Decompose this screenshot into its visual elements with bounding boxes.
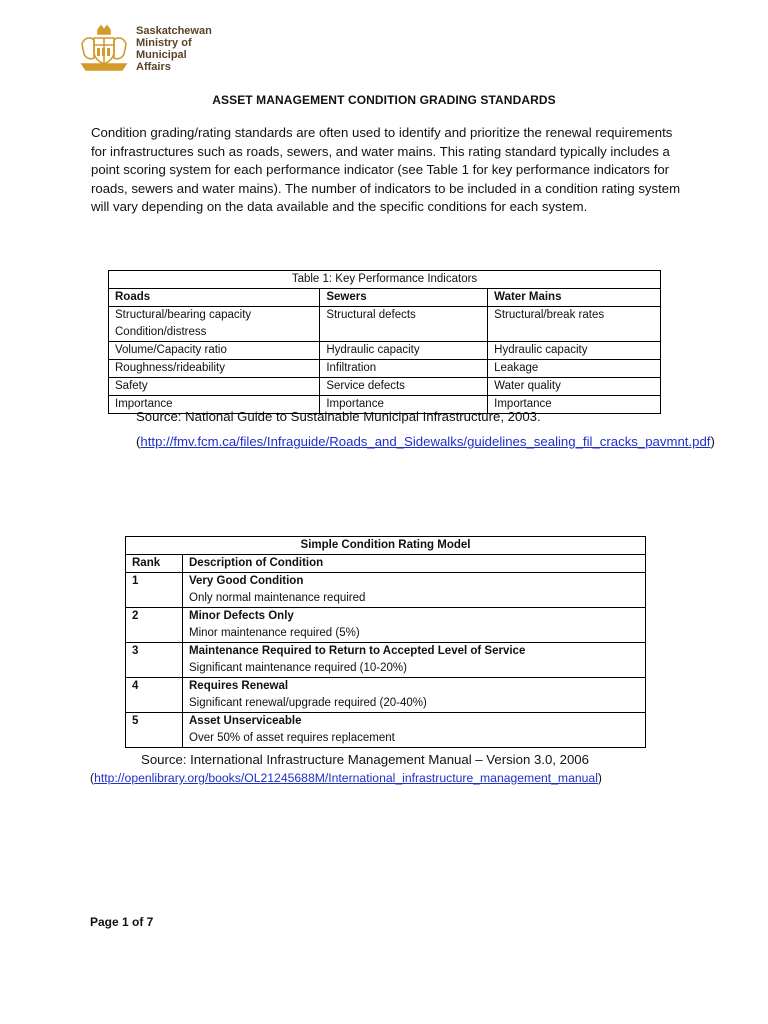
condition-title: Asset Unserviceable: [189, 715, 302, 727]
source-link-2[interactable]: http://openlibrary.org/books/OL21245688M/International_infrastructure_management_manual: [94, 771, 598, 785]
condition-title: Minor Defects Only: [189, 610, 294, 622]
cell-line: Structural/bearing capacity: [115, 309, 252, 321]
paren-close: ): [710, 434, 715, 449]
table-cell: Water quality: [488, 378, 661, 396]
table-cell: Service defects: [320, 378, 488, 396]
ministry-line: Saskatchewan: [136, 25, 212, 37]
condition-detail: Significant renewal/upgrade required (20-40%): [189, 697, 427, 709]
source-citation-2: Source: International Infrastructure Management Manual – Version 3.0, 2006: [141, 752, 589, 767]
key-performance-indicators-table: [108, 270, 661, 414]
condition-title: Requires Renewal: [189, 680, 289, 692]
condition-title: Maintenance Required to Return to Accepted Level of Service: [189, 645, 526, 657]
table-cell: Volume/Capacity ratio: [109, 342, 320, 360]
source-citation-1: Source: National Guide to Sustainable Municipal Infrastructure, 2003.: [136, 409, 541, 424]
column-header-sewers: Sewers: [320, 289, 488, 307]
table-caption-row: [109, 271, 661, 289]
table-header-row: [126, 555, 646, 573]
ministry-line: Affairs: [136, 61, 171, 73]
table-row: [126, 678, 646, 713]
paren-close: ): [597, 771, 602, 785]
description-cell: [183, 573, 646, 608]
description-cell: [183, 608, 646, 643]
table-cell: Hydraulic capacity: [488, 342, 661, 360]
rank-cell: 2: [126, 608, 183, 643]
table-row: [109, 307, 661, 342]
ministry-line: Ministry of: [136, 37, 192, 49]
table-row: [126, 573, 646, 608]
table-row: [109, 360, 661, 378]
ministry-line: Municipal: [136, 49, 187, 61]
table-caption-row: [126, 537, 646, 555]
table-cell: Importance: [488, 396, 661, 414]
table-cell: Roughness/rideability: [109, 360, 320, 378]
table-row: [126, 643, 646, 678]
table-cell: Structural/break rates: [488, 307, 661, 342]
table-cell: [109, 307, 320, 342]
column-header-roads: Roads: [109, 289, 320, 307]
ministry-name: [136, 25, 266, 73]
page-number: Page 1 of 7: [90, 915, 154, 929]
table-row: [109, 378, 661, 396]
condition-detail: Significant maintenance required (10-20%): [189, 662, 407, 674]
column-header-rank: Rank: [126, 555, 183, 573]
table-cell: Importance: [320, 396, 488, 414]
table-cell: Importance: [109, 396, 320, 414]
condition-detail: Minor maintenance required (5%): [189, 627, 360, 639]
table-cell: Structural defects: [320, 307, 488, 342]
source-link-1-wrapper: [136, 432, 715, 452]
rank-cell: 3: [126, 643, 183, 678]
column-header-water-mains: Water Mains: [488, 289, 661, 307]
table-cell: Leakage: [488, 360, 661, 378]
saskatchewan-coat-of-arms-icon: [76, 24, 132, 76]
description-cell: [183, 643, 646, 678]
table-row: [126, 608, 646, 643]
condition-title: Very Good Condition: [189, 575, 304, 587]
condition-rating-model-table: [125, 536, 646, 748]
condition-detail: Over 50% of asset requires replacement: [189, 732, 395, 744]
intro-paragraph: Condition grading/rating standards are often used to identify and prioritize the renewal requirements for infrastructures such as roads, sewers, and water mains. This rating standard typically includes a point scoring system for each performance indicator (see Table 1 for key performance indicators for roads, sewers and water mains). The number of indicators to be included in a condition rating system will vary depending on the data available and the specific conditions for each system.: [91, 125, 681, 214]
document-title: ASSET MANAGEMENT CONDITION GRADING STANDARDS: [212, 93, 556, 107]
table-cell: Safety: [109, 378, 320, 396]
cell-line: Condition/distress: [115, 326, 207, 338]
condition-detail: Only normal maintenance required: [189, 592, 366, 604]
description-cell: [183, 713, 646, 748]
paren-open: (: [90, 771, 95, 785]
column-header-description: Description of Condition: [183, 555, 646, 573]
table-cell: Hydraulic capacity: [320, 342, 488, 360]
table-cell: Infiltration: [320, 360, 488, 378]
paren-open: (: [136, 434, 141, 449]
table-caption: Table 1: Key Performance Indicators: [109, 271, 661, 289]
table-header-row: [109, 289, 661, 307]
source-link-2-wrapper: [90, 769, 602, 787]
source-link-1[interactable]: http://fmv.fcm.ca/files/Infraguide/Roads_and_Sidewalks/guidelines_sealing_fil_cracks_pavmnt.pdf: [140, 434, 711, 449]
rank-cell: 5: [126, 713, 183, 748]
description-cell: [183, 678, 646, 713]
table-row: [109, 342, 661, 360]
rank-cell: 4: [126, 678, 183, 713]
table-row: [126, 713, 646, 748]
table-caption: Simple Condition Rating Model: [126, 537, 646, 555]
rank-cell: 1: [126, 573, 183, 608]
